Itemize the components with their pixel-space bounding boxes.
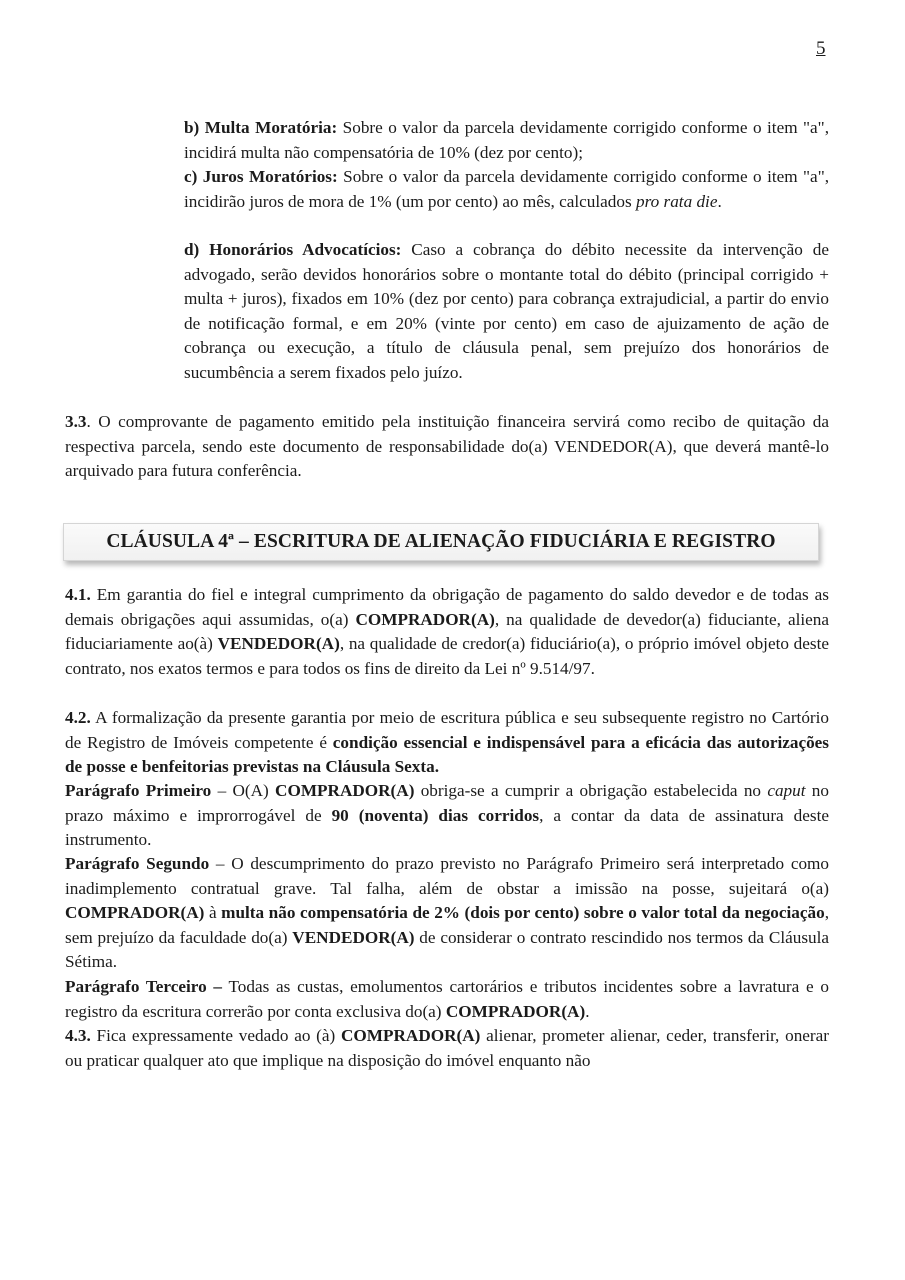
paragrafo-primeiro-text-4: , a contar da data de assinatura deste instrumento.: [65, 805, 829, 849]
item-4-3-text-2: alienar, prometer alienar, ceder, transferir, onerar ou praticar qualquer ato que implique na disposição do imóvel enquanto não: [65, 1026, 829, 1070]
item-3-3-text: . O comprovante de pagamento emitido pela instituição financeira servirá como recibo de quitação da respectiva parcela, sendo este documento de responsabilidade do(a) VENDEDOR(A), que deverá mantê-lo arquivado para futura conferência.: [65, 412, 829, 480]
paragrafo-segundo-text-3: , sem prejuízo da faculdade do(a): [65, 903, 829, 947]
paragrafo-segundo-text-2: à: [204, 903, 222, 922]
paragrafo-terceiro-text-2: .: [585, 1001, 590, 1021]
clause-4-title: CLÁUSULA 4ª – ESCRITURA DE ALIENAÇÃO FIDUCIÁRIA E REGISTRO: [106, 531, 776, 552]
item-3-3-label: 3.3: [65, 412, 87, 431]
paragrafo-terceiro-text-1: Todas as custas, emolumentos cartorários e tributos incidentes sobre a lavratura e o registro da escritura correrão por conta exclusiva do(a): [65, 977, 829, 1021]
paragrafo-primeiro-text-3: no prazo máximo e improrrogável de: [65, 781, 829, 825]
item-4-1-text-2: , na qualidade de devedor(a) fiduciante, aliena fiduciariamente ao(à): [65, 609, 829, 653]
item-4-2-text-1: A formalização da presente garantia por meio de escritura pública e seu subsequente registro no Cartório de Registro de Imóveis competente é: [65, 708, 829, 752]
item-4-2-paragraph: [65, 706, 829, 780]
item-4-2-bold: condição essencial e indispensável para a eficácia das autorizações de posse e benfeitorias previstas na Cláusula Sexta.: [65, 732, 829, 776]
paragrafo-terceiro: [65, 975, 829, 1024]
item-d-label: d) Honorários Advocatícios:: [184, 240, 402, 259]
item-c-italic: pro rata die: [635, 191, 718, 211]
item-d-paragraph: [184, 238, 829, 385]
paragrafo-terceiro-label: Parágrafo Terceiro –: [65, 977, 223, 996]
item-b-paragraph: [184, 116, 829, 165]
item-c-text: Sobre o valor da parcela devidamente corrigido conforme o item "a", incidirão juros de mora de 1% (um por cento) ao mês, calculados: [184, 167, 830, 211]
paragrafo-segundo-text-4: de considerar o contrato rescindido nos termos da Cláusula Sétima.: [65, 927, 830, 971]
item-4-3-text-1: Fica expressamente vedado ao (à): [90, 1026, 342, 1045]
item-c-label: c) Juros Moratórios:: [184, 167, 338, 186]
paragrafo-primeiro: [65, 779, 829, 853]
item-4-1-text-1: Em garantia do fiel e integral cumprimento da obrigação de pagamento do saldo devedor e de todas as demais obrigações aqui assumidas, o(a): [65, 585, 829, 629]
item-4-1-label: 4.1.: [65, 585, 91, 604]
item-4-3-paragraph: [65, 1024, 829, 1073]
item-4-1-vendedor: VENDEDOR(A): [217, 634, 340, 653]
item-4-1-text-3: , na qualidade de credor(a) fiduciário(a), o próprio imóvel objeto deste contrato, nos exatos termos e para todos os fins de direito da Lei nº 9.514/97.: [65, 634, 829, 678]
paragrafo-primeiro-prazo: 90 (noventa) dias corridos: [331, 805, 540, 825]
item-4-3-label: 4.3.: [65, 1026, 91, 1045]
item-4-1-paragraph: [65, 583, 829, 681]
item-4-1-comprador: COMPRADOR(A): [355, 609, 495, 629]
paragrafo-primeiro-comprador: COMPRADOR(A): [275, 781, 415, 800]
paragrafo-primeiro-text-2: obriga-se a cumprir a obrigação estabelecida no: [414, 781, 768, 800]
item-b-label: b) Multa Moratória:: [184, 118, 338, 137]
paragrafo-primeiro-text-1: – O(A): [211, 781, 276, 800]
clause-4-heading-box: [63, 523, 819, 561]
page-number: 5: [816, 38, 826, 59]
item-c-end: .: [717, 191, 722, 211]
paragrafo-primeiro-label: Parágrafo Primeiro: [65, 781, 212, 800]
item-c-paragraph: [184, 165, 829, 214]
paragrafo-segundo: [65, 852, 829, 975]
paragrafo-terceiro-comprador: COMPRADOR(A): [445, 1001, 586, 1021]
item-3-3-paragraph: [65, 410, 829, 484]
paragrafo-primeiro-caput: caput: [767, 781, 806, 800]
item-b-text: Sobre o valor da parcela devidamente corrigido conforme o item "a", incidirá multa não compensatória de 10% (dez por cento);: [184, 118, 829, 162]
item-4-3-comprador: COMPRADOR(A): [341, 1026, 481, 1045]
paragrafo-segundo-comprador: COMPRADOR(A): [65, 903, 205, 922]
item-d-text: Caso a cobrança do débito necessite da intervenção de advogado, serão devidos honorários sobre o montante total do débito (principal corrigido + multa + juros), fixados em 10% (dez por cento) para cobrança extrajudicial, a partir do envio de notificação formal, e em 20% (vinte por cento) em caso de ajuizamento de ação de cobrança ou execução, a título de cláusula penal, sem prejuízo dos honorários de sucumbência a serem fixados pelo juízo.: [184, 240, 829, 382]
item-4-2-label: 4.2.: [65, 708, 91, 727]
paragrafo-segundo-text-1: – O descumprimento do prazo previsto no Parágrafo Primeiro será interpretado como inadimplemento contratual grave. Tal falha, além de obstar a imissão na posse, sujeitará o(a): [65, 854, 830, 898]
paragrafo-segundo-multa: multa não compensatória de 2% (dois por cento) sobre o valor total da negociação: [221, 903, 825, 922]
paragrafo-segundo-vendedor: VENDEDOR(A): [292, 927, 415, 947]
paragrafo-segundo-label: Parágrafo Segundo: [65, 854, 210, 873]
